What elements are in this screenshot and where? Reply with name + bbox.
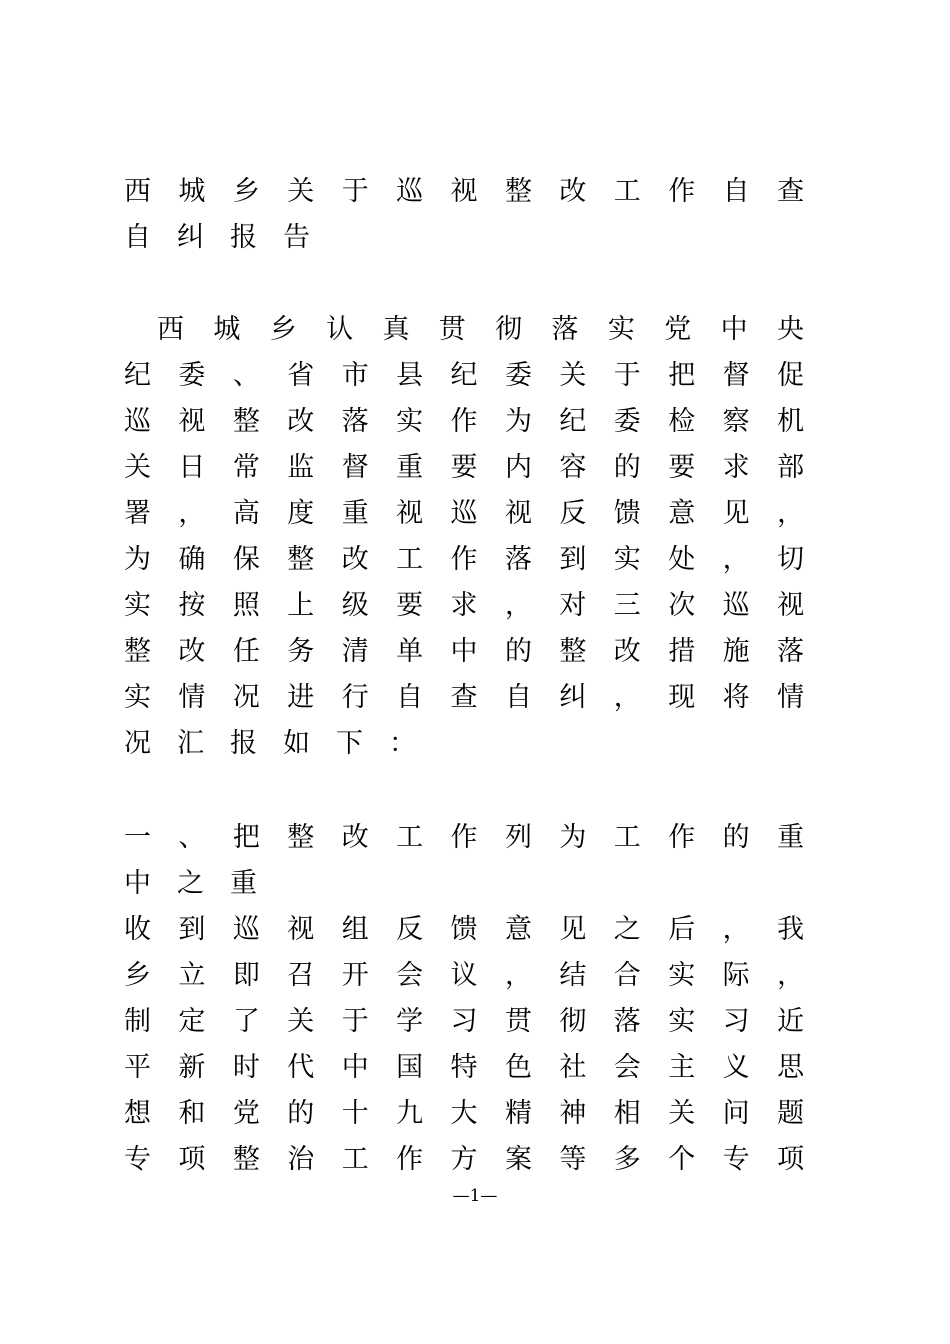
section-1-body-line-4: 平 新 时 代 中 国 特 色 社 会 主 义 思 <box>124 1052 805 1083</box>
intro-line-10: 况汇报如下： <box>124 728 442 759</box>
intro-line-4: 关 日 常 监 督 重 要 内 容 的 要 求 部 <box>124 452 805 483</box>
section-1-body-line-6: 专 项 整 治 工 作 方 案 等 多 个 专 项 <box>124 1144 805 1175</box>
intro-line-6: 为 确 保 整 改 工 作 落 到 实 处 ， 切 <box>124 544 805 575</box>
section-1-body-line-3: 制 定 了 关 于 学 习 贯 彻 落 实 习 近 <box>124 1006 805 1037</box>
section-1-body-line-1: 收 到 巡 视 组 反 馈 意 见 之 后 ， 我 <box>124 914 805 945</box>
document-title <box>124 169 804 261</box>
section-1-heading-line-2: 中之重 <box>124 868 283 899</box>
section-1-body-line-5: 想 和 党 的 十 九 大 精 神 相 关 问 题 <box>124 1098 805 1129</box>
intro-paragraph <box>124 307 804 767</box>
intro-line-3: 巡 视 整 改 落 实 作 为 纪 委 检 察 机 <box>124 406 805 437</box>
section-1-body-line-2: 乡 立 即 召 开 会 议 ， 结 合 实 际 ， <box>124 960 805 991</box>
intro-line-9: 实 情 况 进 行 自 查 自 纠 ， 现 将 情 <box>124 682 805 713</box>
section-1-heading-line-1: 一 、 把 整 改 工 作 列 为 工 作 的 重 <box>124 822 805 853</box>
page-number: —1— <box>452 1186 498 1206</box>
title-line-2: 自纠报告 <box>124 222 336 253</box>
intro-line-8: 整 改 任 务 清 单 中 的 整 改 措 施 落 <box>124 636 805 667</box>
section-1 <box>124 815 804 1183</box>
intro-line-7: 实 按 照 上 级 要 求 ， 对 三 次 巡 视 <box>124 590 805 621</box>
title-line-1: 西 城 乡 关 于 巡 视 整 改 工 作 自 查 <box>124 176 805 207</box>
intro-line-5: 署 ， 高 度 重 视 巡 视 反 馈 意 见 ， <box>124 498 805 529</box>
intro-line-2: 纪 委 、 省 市 县 纪 委 关 于 把 督 促 <box>124 360 805 391</box>
intro-line-1: 西 城 乡 认 真 贯 彻 落 实 党 中 央 <box>157 314 804 345</box>
